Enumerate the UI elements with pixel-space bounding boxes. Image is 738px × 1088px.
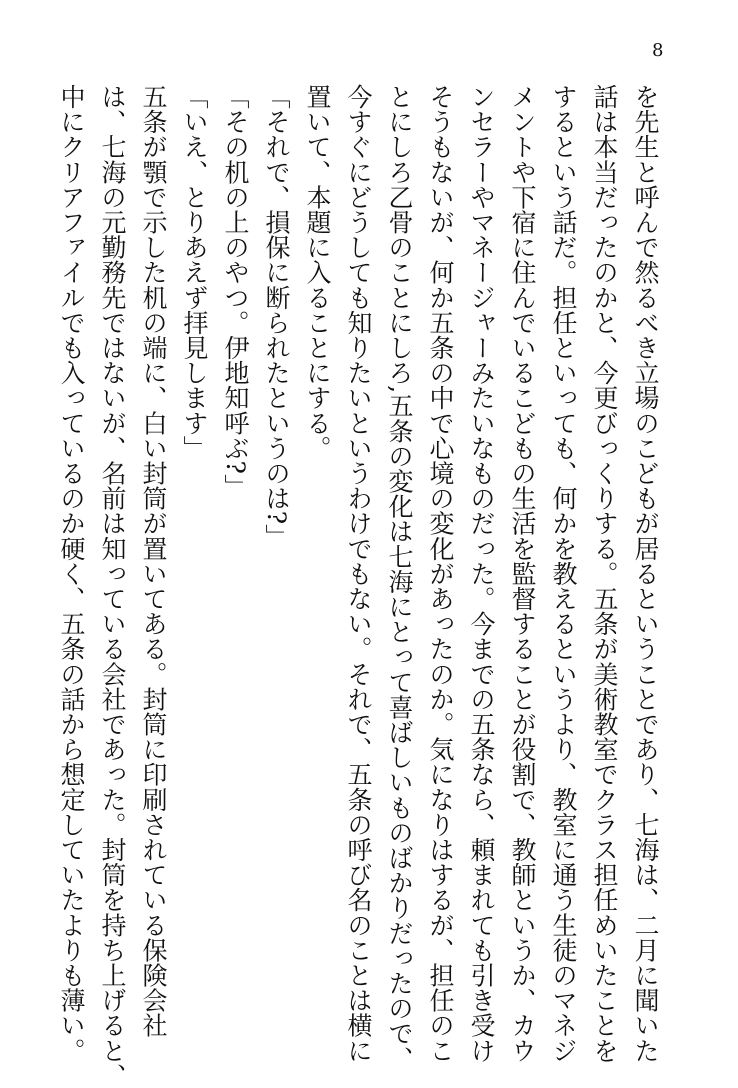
- text-line-5: ンセラーやマネージャーみたいなものだった。今までの五条なら、頼まれても引き受け: [467, 84, 496, 1063]
- text-line-13: 五条が顎で示した机の端に、白い封筒が置いてある。封筒に印刷されている保険会社: [139, 84, 168, 1038]
- text-line-3: するという話だ。担任といっても、何かを教えるというより、教室に通う生徒のマネジ: [549, 84, 578, 1063]
- text-line-12: 「いえ、とりあえず拝見します」: [180, 84, 209, 461]
- text-line-1: を先生と呼んで然るべき立場のこどもが居るということであり、七海は、二月に聞いた: [631, 84, 660, 1063]
- text-line-11: 「その机の上のやつ。伊地知呼ぶ?」: [221, 84, 250, 500]
- text-line-9: 置いて、本題に入ることにする。: [303, 84, 332, 461]
- text-line-8: 今すぐにどうしても知りたいというわけでもない。それで、五条の呼び名のことは横に: [344, 84, 373, 1063]
- body-text: [57, 84, 666, 1088]
- text-line-4: メントや下宿に住んでいるこどもの生活を監督することが役割で、教師というか、カウ: [508, 84, 537, 1063]
- text-line-15: 中にクリアファイルでも入っているのか硬く、五条の話から想定していたよりも薄い。: [57, 84, 86, 1063]
- text-line-6: そうもないが、何か五条の中で心境の変化があったのか。気になりはするが、担任のこ: [426, 84, 455, 1063]
- text-line-14: は、七海の元勤務先ではないが、名前は知っている会社であった。封筒を持ち上げると、: [98, 84, 127, 1088]
- text-line-10: 「それで、損保に断られたというのは?」: [262, 84, 291, 550]
- text-line-7: とにしろ乙骨のことにしろ,五条の変化は七海にとって喜ばしいものばかりだったので、: [385, 84, 414, 1071]
- page-number: 8: [652, 40, 664, 61]
- text-line-2: 話は本当だったのかと、今更びっくりする。五条が美術教室でクラス担任めいたことを: [590, 84, 619, 1063]
